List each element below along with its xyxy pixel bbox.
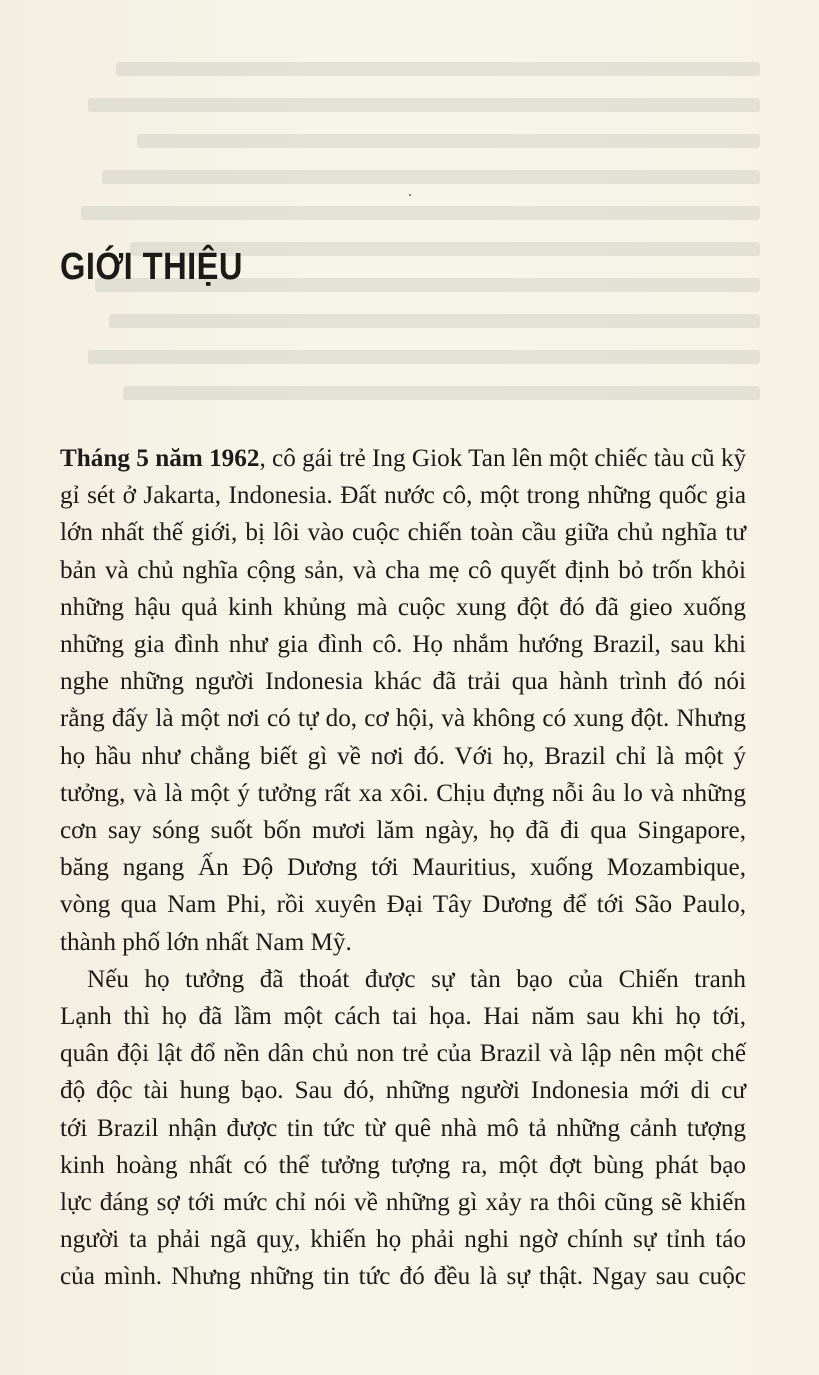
paragraph-line: rằng đấy là một nơi có tự do, cơ hội, và không có xung đột. Nhưng bbox=[60, 705, 746, 733]
paragraph-line: quân đội lật đổ nền dân chủ non trẻ của Brazil và lập nên một chế bbox=[60, 1040, 746, 1068]
paragraph-line: của mình. Nhưng những tin tức đó đều là sự thật. Ngay sau cuộc bbox=[60, 1263, 746, 1291]
paragraph-line: vòng qua Nam Phi, rồi xuyên Đại Tây Dương để tới São Paulo, bbox=[60, 891, 746, 919]
paragraph-line: Nếu họ tưởng đã thoát được sự tàn bạo của Chiến tranh bbox=[87, 965, 746, 993]
paragraph-line: bản và chủ nghĩa cộng sản, và cha mẹ cô quyết định bỏ trốn khỏi bbox=[60, 556, 746, 584]
paragraph-line: những gia đình như gia đình cô. Họ nhắm hướng Brazil, sau khi bbox=[60, 631, 746, 659]
paragraph-line: lực đáng sợ tới mức chỉ nói về những gì xảy ra thôi cũng sẽ khiến bbox=[60, 1189, 746, 1217]
paragraph-2 bbox=[60, 961, 746, 1296]
paragraph-line: băng ngang Ấn Độ Dương tới Mauritius, xuống Mozambique, bbox=[60, 854, 746, 882]
paragraph-line: gỉ sét ở Jakarta, Indonesia. Đất nước cô, một trong những quốc gia bbox=[60, 482, 746, 510]
paragraph-line: người ta phải ngã quỵ, khiến họ phải nghi ngờ chính sự tỉnh táo bbox=[60, 1226, 746, 1254]
paragraph-line: tưởng, và là một ý tưởng rất xa xôi. Chịu đựng nỗi âu lo và những bbox=[60, 779, 746, 807]
paragraph-line: họ hầu như chẳng biết gì về nơi đó. Với họ, Brazil chỉ là một ý bbox=[60, 742, 746, 770]
paragraph-lead: Tháng 5 năm 1962 bbox=[60, 445, 260, 472]
paragraph-line: độ độc tài hung bạo. Sau đó, những người Indonesia mới di cư bbox=[60, 1077, 746, 1105]
paragraph-line: tới Brazil nhận được tin tức từ quê nhà mô tả những cảnh tượng bbox=[60, 1114, 746, 1142]
paragraph-line: lớn nhất thế giới, bị lôi vào cuộc chiến toàn cầu giữa chủ nghĩa tư bbox=[60, 519, 746, 547]
paragraph-line: Tháng 5 năm 1962, cô gái trẻ Ing Giok Tan lên một chiếc tàu cũ kỹ bbox=[60, 445, 747, 472]
paragraph-line: cơn say sóng suốt bốn mươi lăm ngày, họ đã đi qua Singapore, bbox=[60, 817, 746, 845]
print-speck bbox=[409, 194, 411, 196]
paragraph-line: nghe những người Indonesia khác đã trải qua hành trình đó nói bbox=[60, 668, 746, 696]
paragraph-line: Lạnh thì họ đã lầm một cách tai họa. Hai năm sau khi họ tới, bbox=[60, 1003, 746, 1031]
paragraph-line: thành phố lớn nhất Nam Mỹ. bbox=[60, 928, 352, 956]
paragraph-1 bbox=[60, 440, 746, 961]
chapter-title: GIỚI THIỆU bbox=[60, 246, 243, 288]
body-text bbox=[60, 440, 746, 1296]
paragraph-line: kinh hoàng nhất có thể tưởng tượng ra, một đợt bùng phát bạo bbox=[60, 1151, 746, 1179]
paragraph-line: những hậu quả kinh khủng mà cuộc xung đột đó đã gieo xuống bbox=[60, 593, 746, 621]
